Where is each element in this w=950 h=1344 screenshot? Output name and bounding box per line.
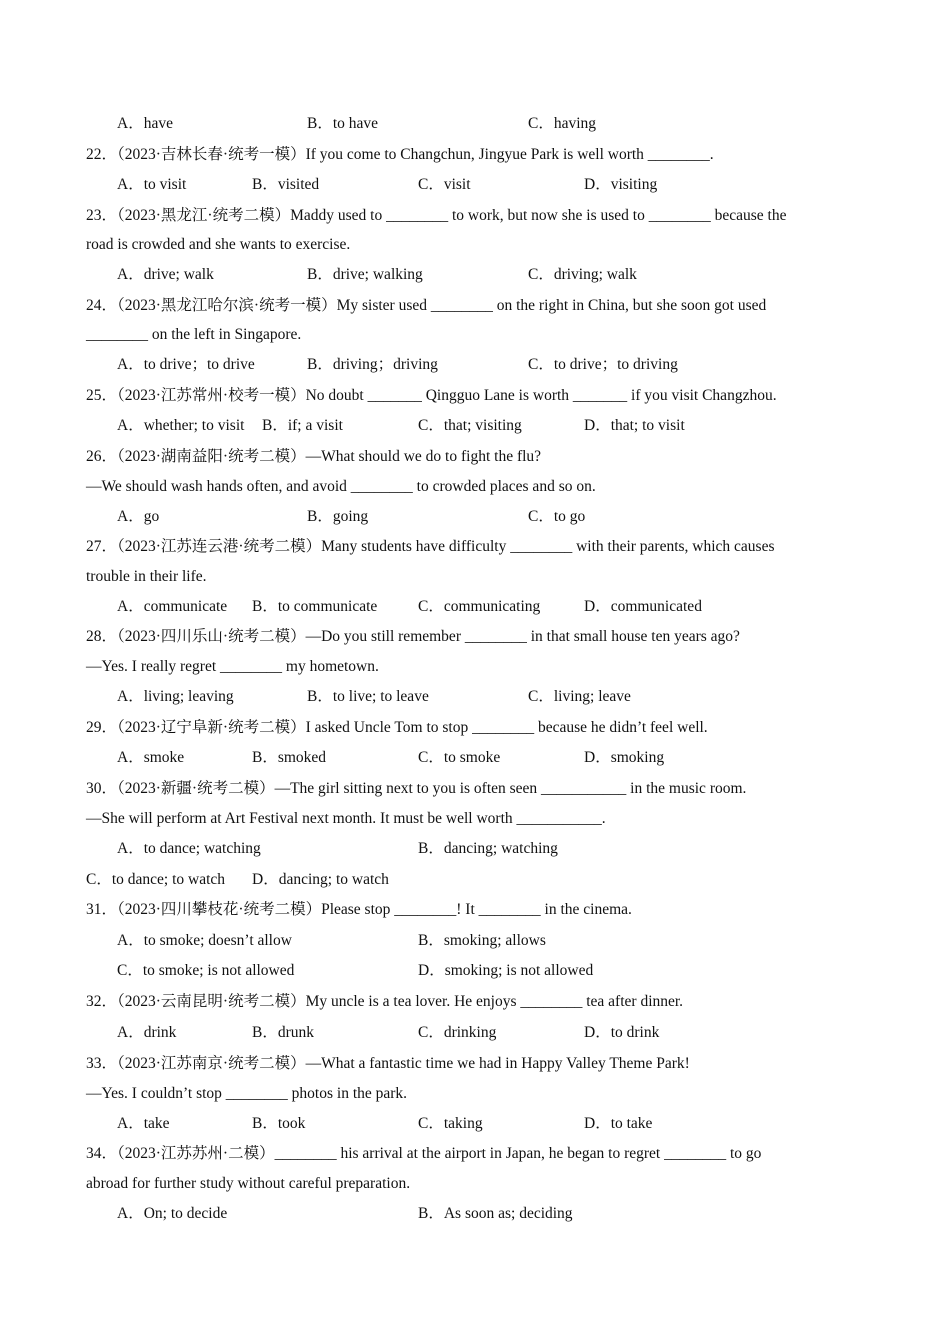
q29-option-c: C．to smoke (418, 749, 501, 766)
q33-stem-cont: —Yes. I couldn’t stop ________ photos in the park. (86, 1085, 408, 1102)
q26-option-b: B．going (307, 508, 369, 525)
q29-stem: 29．（2023·辽宁阜新·统考二模）I asked Uncle Tom to stop ________ because he didn’t feel well. (86, 719, 708, 736)
q27-option-a: A．communicate (117, 598, 228, 615)
q25-stem: 25．（2023·江苏常州·校考一模）No doubt _______ Qingguo Lane is worth _______ if you visit Changzhou. (86, 387, 777, 404)
q32-option-d: D．to drink (584, 1024, 660, 1041)
q26-stem-cont: —We should wash hands often, and avoid ________ to crowded places and so on. (86, 478, 596, 495)
q23-option-c: C．driving; walk (528, 266, 637, 283)
q26-option-a: A．go (117, 508, 160, 525)
q28-option-c: C．living; leave (528, 688, 631, 705)
q29-option-a: A．smoke (117, 749, 185, 766)
q21-option-a: A．have (117, 115, 173, 132)
q24-stem: 24．（2023·黑龙江哈尔滨·统考一模）My sister used ________ on the right in China, but she soon got used (86, 297, 767, 314)
q30-option-a: A．to dance; watching (117, 840, 261, 857)
q21-option-b: B．to have (307, 115, 379, 132)
q29-option-b: B．smoked (252, 749, 327, 766)
q33-option-c: C．taking (418, 1115, 483, 1132)
q24-option-a: A．to drive；to drive (117, 356, 255, 373)
q27-option-d: D．communicated (584, 598, 702, 615)
q33-option-a: A．take (117, 1115, 170, 1132)
q31-stem: 31．（2023·四川攀枝花·统考二模）Please stop ________! It ________ in the cinema. (86, 901, 632, 918)
q22-option-d: D．visiting (584, 176, 658, 193)
q31-option-d: D．smoking; is not allowed (418, 962, 594, 979)
q33-option-b: B．took (252, 1115, 306, 1132)
q32-stem: 32．（2023·云南昆明·统考二模）My uncle is a tea lover. He enjoys ________ tea after dinner. (86, 993, 684, 1010)
q22-option-a: A．to visit (117, 176, 187, 193)
q22-option-c: C．visit (418, 176, 471, 193)
q34-stem: 34．（2023·江苏苏州·二模）________ his arrival at the airport in Japan, he began to regret ________ to go (86, 1145, 762, 1162)
q27-stem-cont: trouble in their life. (86, 568, 207, 585)
q22-option-b: B．visited (252, 176, 320, 193)
q33-option-d: D．to take (584, 1115, 653, 1132)
q25-option-d: D．that; to visit (584, 417, 685, 434)
q23-option-a: A．drive; walk (117, 266, 214, 283)
q30-option-d: D．dancing; to watch (252, 871, 389, 888)
q32-option-c: C．drinking (418, 1024, 497, 1041)
q31-option-a: A．to smoke; doesn’t allow (117, 932, 292, 949)
q34-stem-cont: abroad for further study without careful preparation. (86, 1175, 411, 1192)
q27-option-b: B．to communicate (252, 598, 378, 615)
q24-option-b: B．driving；driving (307, 356, 438, 373)
q30-option-b: B．dancing; watching (418, 840, 558, 857)
q29-option-d: D．smoking (584, 749, 665, 766)
q30-stem: 30．（2023·新疆·统考二模）—The girl sitting next to you is often seen ___________ in the music room. (86, 780, 747, 797)
q28-stem: 28．（2023·四川乐山·统考二模）—Do you still remember ________ in that small house ten years ago? (86, 628, 740, 645)
q24-stem-cont: ________ on the left in Singapore. (86, 326, 302, 343)
q27-stem: 27．（2023·江苏连云港·统考二模）Many students have difficulty ________ with their parents, which causes (86, 538, 775, 555)
q31-option-b: B．smoking; allows (418, 932, 546, 949)
q30-option-c: C．to dance; to watch (86, 871, 226, 888)
q22-stem: 22．（2023·吉林长春·统考一模）If you come to Changchun, Jingyue Park is well worth ________. (86, 146, 714, 163)
q32-option-a: A．drink (117, 1024, 177, 1041)
q23-option-b: B．drive; walking (307, 266, 423, 283)
q34-option-b: B．As soon as; deciding (418, 1205, 573, 1222)
q30-stem-cont: —She will perform at Art Festival next month. It must be well worth ___________. (86, 810, 606, 827)
q32-option-b: B．drunk (252, 1024, 315, 1041)
q28-option-b: B．to live; to leave (307, 688, 429, 705)
q33-stem: 33．（2023·江苏南京·统考二模）—What a fantastic time we had in Happy Valley Theme Park! (86, 1055, 690, 1072)
q25-option-b: B．if; a visit (262, 417, 343, 434)
q25-option-c: C．that; visiting (418, 417, 522, 434)
q34-option-a: A．On; to decide (117, 1205, 228, 1222)
q28-stem-cont: —Yes. I really regret ________ my hometown. (86, 658, 379, 675)
q27-option-c: C．communicating (418, 598, 541, 615)
q28-option-a: A．living; leaving (117, 688, 234, 705)
q23-stem-cont: road is crowded and she wants to exercise. (86, 236, 351, 253)
q23-stem: 23．（2023·黑龙江·统考二模）Maddy used to ________ to work, but now she is used to ________ because the (86, 207, 787, 224)
q31-option-c: C．to smoke; is not allowed (117, 962, 295, 979)
q26-option-c: C．to go (528, 508, 586, 525)
q21-option-c: C．having (528, 115, 597, 132)
q26-stem: 26．（2023·湖南益阳·统考二模）—What should we do to fight the flu? (86, 448, 542, 465)
q25-option-a: A．whether; to visit (117, 417, 245, 434)
q24-option-c: C．to drive；to driving (528, 356, 678, 373)
